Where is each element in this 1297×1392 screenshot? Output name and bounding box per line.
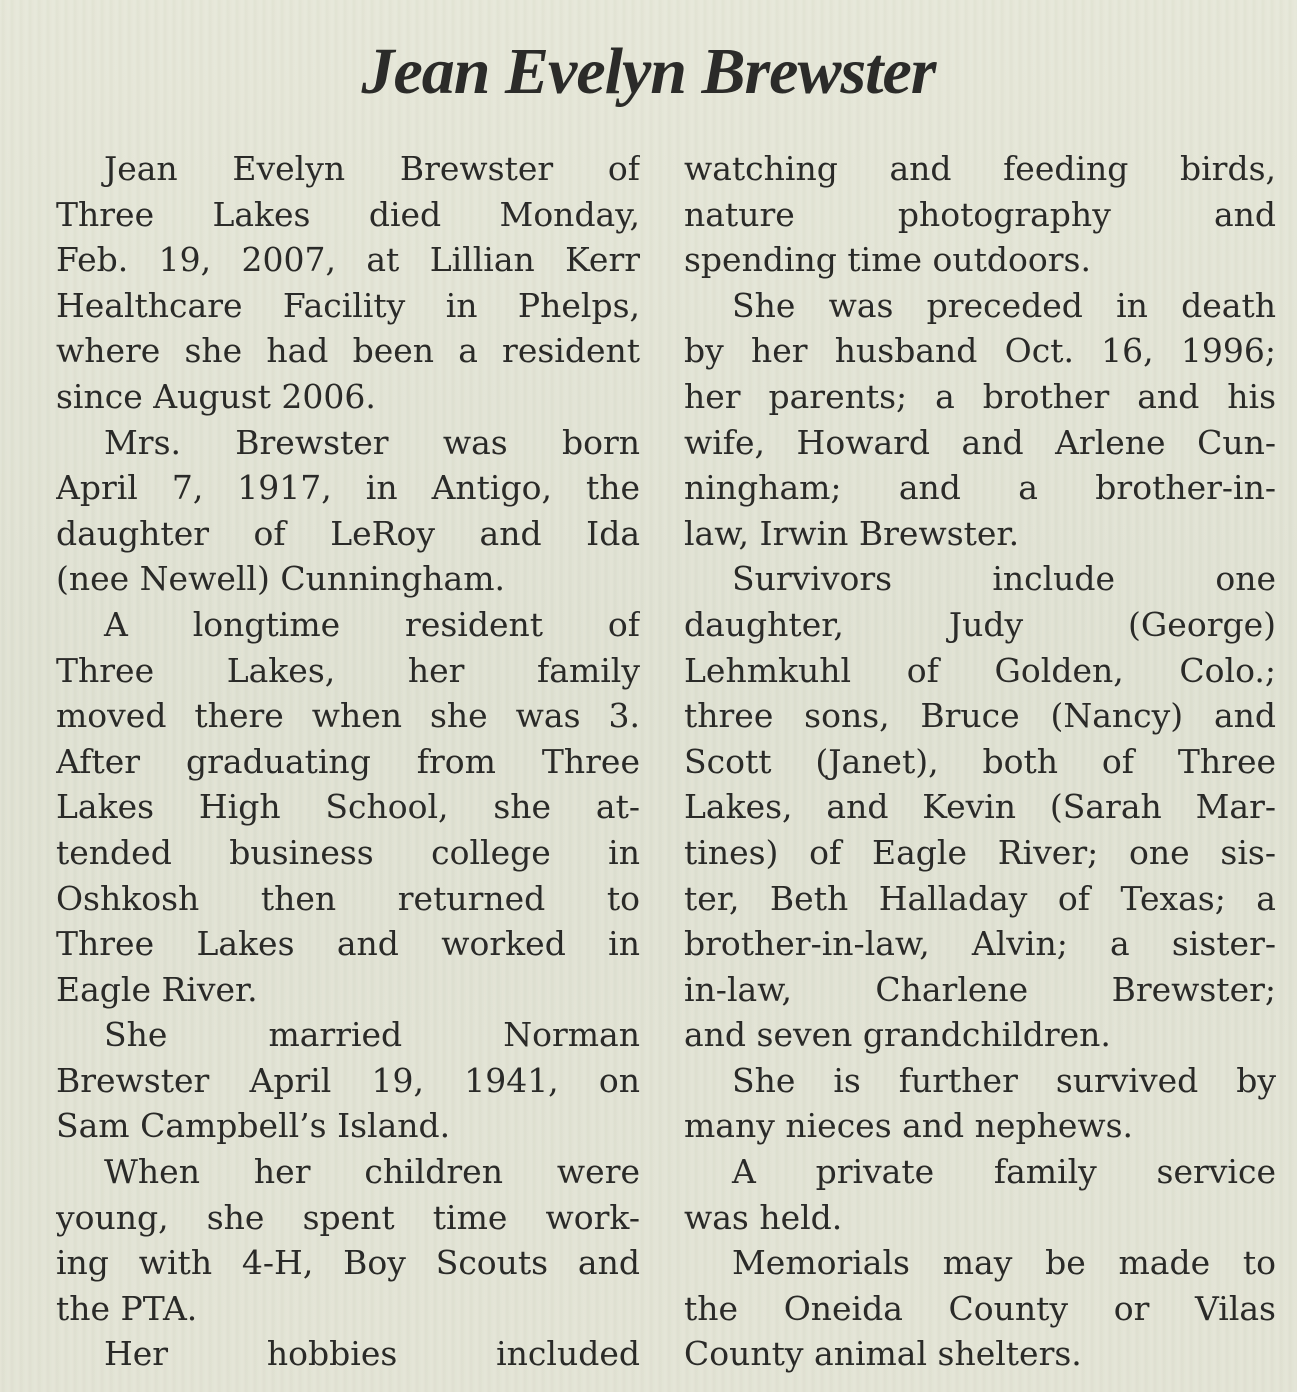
text-line: was held. — [684, 1197, 843, 1237]
text-line: Lakes High School, she at- — [56, 787, 640, 827]
text-line: Three Lakes died Monday, — [56, 194, 640, 234]
text-line: April 7, 1917, in Antigo, the — [56, 468, 640, 508]
text-line: Scott (Janet), both of Three — [684, 741, 1276, 781]
text-line: moved there when she was 3. — [56, 696, 640, 736]
text-line: by her husband Oct. 16, 1996; — [684, 331, 1276, 371]
text-line: Her hobbies included — [104, 1334, 640, 1374]
text-line: A private family service — [732, 1152, 1276, 1192]
text-line: the PTA. — [56, 1288, 198, 1328]
right-column — [684, 146, 1276, 1377]
text-line: many nieces and nephews. — [684, 1106, 1134, 1146]
text-line: Mrs. Brewster was born — [104, 422, 640, 462]
text-line: her parents; a brother and his — [684, 376, 1276, 416]
text-line: Memorials may be made to — [732, 1243, 1276, 1283]
text-line: Feb. 19, 2007, at Lillian Kerr — [56, 240, 640, 280]
text-line: daughter, Judy (George) — [684, 604, 1276, 644]
text-line: where she had been a resident — [56, 331, 640, 371]
text-line: She married Norman — [104, 1015, 640, 1055]
text-line: She is further survived by — [732, 1060, 1276, 1100]
text-line: Healthcare Facility in Phelps, — [56, 285, 640, 325]
text-line: Oshkosh then returned to — [56, 878, 640, 918]
text-line: watching and feeding birds, — [684, 149, 1276, 188]
text-line: ter, Beth Halladay of Texas; a — [684, 878, 1276, 918]
text-line: When her children were — [104, 1152, 640, 1192]
text-line: young, she spent time work- — [56, 1197, 640, 1237]
text-line: in-law, Charlene Brewster; — [684, 969, 1276, 1009]
text-line: wife, Howard and Arlene Cun- — [684, 422, 1276, 462]
obituary-title: Jean Evelyn Brewster — [361, 35, 936, 108]
text-line: brother-in-law, Alvin; a sister- — [684, 924, 1276, 964]
text-line: ningham; and a brother-in- — [684, 468, 1276, 508]
text-line: three sons, Bruce (Nancy) and — [684, 696, 1276, 736]
left-column — [56, 146, 640, 1377]
text-line: Lehmkuhl of Golden, Colo.; — [684, 650, 1276, 690]
text-line: and seven grandchildren. — [684, 1015, 1111, 1055]
text-line: After graduating from Three — [56, 741, 640, 781]
text-line: since August 2006. — [56, 376, 376, 416]
text-line: tended business college in — [56, 832, 640, 872]
text-line: spending time outdoors. — [684, 240, 1091, 280]
text-line: (nee Newell) Cunningham. — [56, 559, 505, 599]
text-line: Lakes, and Kevin (Sarah Mar- — [684, 787, 1276, 827]
text-line: law, Irwin Brewster. — [684, 513, 1020, 553]
text-line: Three Lakes and worked in — [56, 924, 640, 964]
text-line: Jean Evelyn Brewster of — [104, 149, 640, 188]
text-line: Brewster April 19, 1941, on — [56, 1060, 640, 1100]
text-line: nature photography and — [684, 194, 1276, 234]
text-line: Three Lakes, her family — [56, 650, 640, 690]
text-line: the Oneida County or Vilas — [684, 1288, 1276, 1328]
text-line: Eagle River. — [56, 969, 258, 1009]
text-line: tines) of Eagle River; one sis- — [684, 832, 1276, 872]
text-line: County animal shelters. — [684, 1334, 1082, 1374]
text-line: daughter of LeRoy and Ida — [56, 513, 640, 553]
text-line: Survivors include one — [732, 559, 1276, 599]
text-line: Sam Campbell’s Island. — [56, 1106, 451, 1146]
text-line: A longtime resident of — [104, 604, 640, 644]
text-line: She was preceded in death — [732, 285, 1276, 325]
text-line: ing with 4-H, Boy Scouts and — [56, 1243, 640, 1283]
